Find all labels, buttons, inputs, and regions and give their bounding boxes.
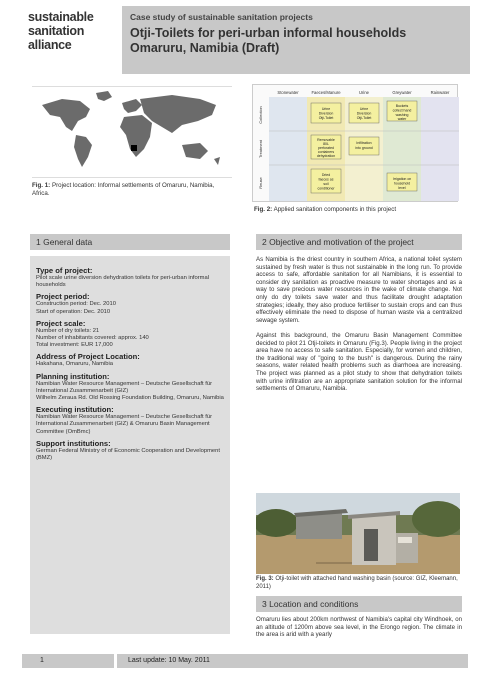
world-map: [32, 86, 232, 178]
general-data-line: Namibian Water Resource Management – Deutsche Gesellschaft für International Zusammenarbeit (GIZ): [36, 380, 213, 394]
general-data-value: [36, 275, 224, 289]
figure-caption-text: Otji-toilet with attached hand washing basin (source: GIZ, Kleemann, 2011): [256, 576, 458, 590]
title-line: Otji-Toilets for peri-urban informal households: [130, 26, 407, 40]
general-data-line: Total investment: EUR 17,000: [36, 342, 113, 349]
world-map-graphic: [32, 87, 232, 179]
table-cell: Dried: [321, 173, 331, 177]
column-header: Urine: [358, 90, 370, 95]
table-cell: dehydration: [316, 154, 336, 158]
table-cell: level: [398, 186, 406, 190]
table-cell: Urine: [359, 107, 369, 111]
general-data-line: Start of operation: Dec. 2010: [36, 308, 111, 315]
table-cell: faeces as: [318, 177, 334, 182]
section-1-heading: 1 General data: [30, 234, 230, 250]
table-cell: Otji-Toilet: [318, 116, 334, 120]
general-data-line: Hakahana, Omaruru, Namibia: [36, 361, 114, 368]
figure-label: Fig. 2:: [254, 206, 273, 213]
general-data-heading: Address of Project Location:: [36, 352, 140, 362]
alliance-logo: [28, 10, 120, 52]
page-footer: [22, 654, 468, 668]
general-data-line: Number of inhabitants covered: approx. 140: [36, 335, 149, 342]
general-data-value: [36, 328, 224, 350]
general-data-panel: [30, 256, 230, 634]
general-data-heading: Project scale:: [36, 318, 86, 328]
table-cell: Infiltration: [356, 141, 372, 145]
case-study-label: Case study of sustainable sanitation projects: [130, 12, 313, 22]
page-header: [10, 6, 470, 74]
general-data-heading: Project period:: [36, 292, 90, 302]
general-data-value: [36, 301, 224, 315]
column-header: Greywater: [392, 90, 412, 95]
otji-toilet-photo: [256, 493, 460, 574]
table-cell: household: [393, 181, 411, 186]
logo-line: sanitation: [28, 24, 85, 38]
general-data-value: [36, 361, 224, 368]
header-band: [122, 6, 470, 74]
table-cell: Removable: [317, 138, 335, 142]
general-data-heading: Executing institution:: [36, 405, 114, 415]
sanitation-components-table: [252, 84, 458, 202]
table-cell: Diversion: [318, 111, 334, 116]
table-cell: Buckets: [395, 104, 409, 108]
general-data-line: Construction period: Dec. 2010: [36, 301, 116, 308]
figure-caption-text: Project location: Informal settlements of Omaruru, Namibia, Africa.: [32, 182, 215, 197]
document-title: [130, 26, 462, 56]
page-number: 1: [40, 657, 44, 664]
table-cell: Otji-Toilet: [356, 116, 372, 120]
logo-line: alliance: [28, 38, 72, 52]
general-data-heading: Support institutions:: [36, 438, 111, 448]
table-cell: washing: [395, 113, 409, 117]
figure-3-caption: [256, 576, 462, 591]
table-cell: Diversion: [356, 111, 372, 116]
footer-divider: [114, 654, 117, 668]
general-data-value: [36, 448, 224, 462]
column-header: Faeces/Manure: [311, 90, 341, 95]
logo-line: sustainable: [28, 10, 94, 24]
figure-label: Fig. 3:: [256, 576, 274, 582]
table-cell: containers: [317, 150, 335, 154]
column-header: Rainwater: [430, 90, 450, 95]
general-data-line: Number of dry toilets: 21: [36, 327, 100, 334]
column-header: Stonewater: [277, 90, 299, 95]
objective-paragraph: As Namibia is the driest country in southern Africa, a national toilet system sustained by fresh water is thus not sustainable in the long run. To provide access to safe, affordable sanitation for all Namibians, it is essential to consider dry sanitation as proactive measure to water shortages and as a way to save precious water resources in the wake of climate change. Not only do dry toilets save water and thus facilitate drought adaptation strategies; ideally, they also produce fertiliser to sustain crops and can thus effectively eliminate the need to dispose of human waste via a centralized sewage system.: [256, 256, 462, 324]
objective-paragraph: Against this background, the Omaruru Basin Management Committee decided to pilot 21 Otji-toilets in Omaruru (Fig.3). People living in the project area have no access to safe sanitation. Especially, for women and children, the traditional way of "going to the bush" is dangerous. During the rainy seasons, water related health problems such as diarrhoea are increasing. The project was planned as a pilot study to show that dehydration toilets with urine infiltration are an appropriate sanitation solution for the informal settlements of Omaruru, Namibia.: [256, 332, 462, 393]
table-cell: conditioner: [317, 186, 335, 191]
general-data-value: [36, 381, 224, 403]
figure-1-caption: [32, 182, 230, 198]
otji-toilet-photo-graphic: [256, 493, 460, 574]
row-header: Collection: [258, 106, 263, 124]
table-cell: Irrigation on: [392, 177, 412, 181]
section-2-heading: 2 Objective and motivation of the project: [256, 234, 462, 250]
general-data-heading: Type of project:: [36, 266, 93, 275]
table-cell: water: [397, 117, 407, 121]
table-cell: perforated: [318, 146, 334, 150]
section-3-heading: 3 Location and conditions: [256, 596, 462, 612]
general-data-line: German Federal Ministry of of Economic Cooperation and Development (BMZ): [36, 447, 220, 462]
general-data-line: Wilhelm Zeraua Rd. Old Rossing Foundation Building, Omaruru, Namibia: [36, 395, 224, 402]
general-data-heading: Planning institution:: [36, 371, 110, 381]
general-data-line: Namibian Water Resource Management – Deutsche Gesellschaft für International Zusammenarbeit (GIZ) & Omaruru Basin Management Committee (OmBmc): [36, 414, 213, 435]
general-data-line: Pilot scale urine diversion dehydration toilets for peri-urban informal households: [36, 275, 210, 289]
row-header: Reuse: [258, 177, 263, 189]
table-cell: 80L: [323, 142, 329, 146]
table-cell: into ground: [355, 146, 373, 150]
row-header: Treatment: [258, 139, 263, 159]
namibia-marker-icon: [131, 145, 137, 151]
table-cell: Urine: [321, 107, 331, 111]
figure-2-caption: [254, 206, 464, 213]
title-line: Omaruru, Namibia (Draft): [130, 41, 280, 55]
table-cell: collect hand: [392, 108, 412, 113]
general-data-value: [36, 414, 224, 436]
figure-label: Fig. 1:: [32, 182, 51, 189]
figure-caption-text: Applied sanitation components in this project: [272, 206, 397, 213]
location-paragraph: Omaruru lies about 200km northwest of Namibia's capital city Windhoek, on an altitude of 1200m above sea level, in the Erongo region. The climate in the area is arid with a yearly: [256, 616, 462, 639]
sanitation-table-graphic: [253, 85, 459, 203]
table-cell: soil: [323, 182, 329, 186]
last-update: Last update: 10 May. 2011: [128, 657, 210, 664]
